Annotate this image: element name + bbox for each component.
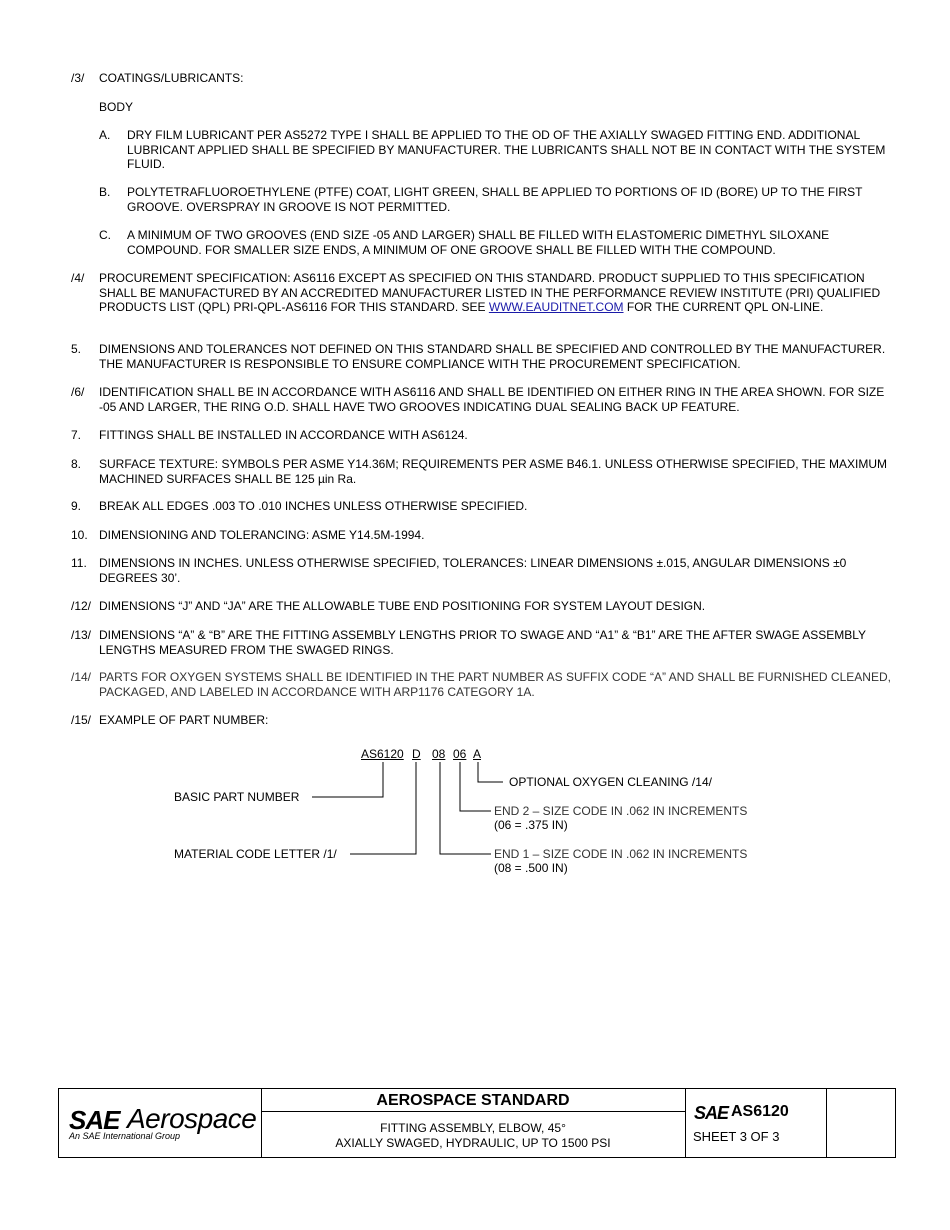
revision-cell — [826, 1089, 895, 1157]
note-number: 9. — [71, 499, 82, 513]
note-number: /12/ — [71, 599, 92, 613]
note-number: 8. — [71, 457, 82, 471]
note-text: EXAMPLE OF PART NUMBER: — [99, 713, 269, 727]
note-number: /6/ — [71, 385, 85, 399]
item-label: C. — [99, 228, 111, 242]
note-number: 10. — [71, 528, 88, 542]
item-label: B. — [99, 185, 111, 199]
logo-tagline: An SAE International Group — [69, 1131, 181, 1141]
note-text: PARTS FOR OXYGEN SYSTEMS SHALL BE IDENTIFIED IN THE PART NUMBER AS SUFFIX CODE “A” AND SHALL BE FURNISHED CLEANED, PACKAGED, AND LABELED IN ACCORDANCE WITH ARP1176 CATEGORY 1A. — [99, 670, 891, 699]
note-text: DIMENSIONS AND TOLERANCES NOT DEFINED ON THIS STANDARD SHALL BE SPECIFIED AND CONTROLLED BY THE MANUFACTURER. THE MANUFACTURER IS RESPONSIBLE TO ENSURE COMPLIANCE WITH THE PROCUREMENT SPECIFICATION. — [99, 342, 886, 371]
material-code-label: MATERIAL CODE LETTER /1/ — [174, 847, 337, 861]
sae-logo: SAE — [69, 1105, 120, 1135]
item-label: A. — [99, 128, 111, 142]
end2-label: END 2 – SIZE CODE IN .062 IN INCREMENTS — [494, 804, 748, 818]
note-text: DIMENSIONS IN INCHES. UNLESS OTHERWISE SPECIFIED, TOLERANCES: LINEAR DIMENSIONS ±.015, ANGULAR DIMENSIONS ±0 DEGREES 30’. — [99, 556, 847, 585]
document-title-line-2: AXIALLY SWAGED, HYDRAULIC, UP TO 1500 PSI — [335, 1136, 611, 1150]
note-text: BREAK ALL EDGES .003 TO .010 INCHES UNLESS OTHERWISE SPECIFIED. — [99, 499, 528, 513]
document-number: AS6120 — [731, 1103, 789, 1120]
note-number: /4/ — [71, 271, 85, 285]
note-number: /14/ — [71, 670, 92, 684]
sae-small-logo: SAE — [694, 1103, 729, 1123]
note-number: /3/ — [71, 71, 85, 85]
item-text: DRY FILM LUBRICANT PER AS5272 TYPE I SHALL BE APPLIED TO THE OD OF THE AXIALLY SWAGED FITTING END. ADDITIONAL LUBRICANT APPLIED SHALL BE SPECIFIED BY MANUFACTURER. THE LUBRICANTS SHALL NOT BE IN CONTACT WITH THE SYSTEM FLUID. — [127, 128, 886, 171]
note-text: DIMENSIONS “A” & “B” ARE THE FITTING ASSEMBLY LENGTHS PRIOR TO SWAGE AND “A1” & “B1” ARE THE AFTER SWAGE ASSEMBLY LENGTHS MEASURED FROM THE SWAGED RINGS. — [99, 628, 866, 657]
note-number: /15/ — [71, 713, 92, 727]
note-text: DIMENSIONING AND TOLERANCING: ASME Y14.5M-1994. — [99, 528, 425, 542]
end1-example: (08 = .500 IN) — [494, 861, 568, 875]
title-block — [58, 1088, 896, 1158]
pn-end1: 08 — [432, 747, 446, 761]
oxygen-cleaning-label: OPTIONAL OXYGEN CLEANING /14/ — [509, 775, 712, 789]
document-title-line-1: FITTING ASSEMBLY, ELBOW, 45° — [380, 1121, 566, 1135]
standard-heading: AEROSPACE STANDARD — [261, 1089, 685, 1112]
sheet-number: SHEET 3 OF 3 — [693, 1129, 780, 1144]
end2-example: (06 = .375 IN) — [494, 818, 568, 832]
note-text: IDENTIFICATION SHALL BE IN ACCORDANCE WITH AS6116 AND SHALL BE IDENTIFIED ON EITHER RING IN THE AREA SHOWN. FOR SIZE -05 AND LARGER, THE RING O.D. SHALL HAVE TWO GROOVES INDICATING DUAL SEALING BACK UP FEATURE. — [99, 385, 885, 414]
note-text: FITTINGS SHALL BE INSTALLED IN ACCORDANCE WITH AS6124. — [99, 428, 468, 442]
eauditnet-link[interactable]: WWW.EAUDITNET.COM — [488, 300, 624, 314]
note-text: DIMENSIONS “J” AND “JA” ARE THE ALLOWABLE TUBE END POSITIONING FOR SYSTEM LAYOUT DESIGN. — [99, 599, 706, 613]
pn-material: D — [412, 747, 421, 761]
note-text-part: PROCUREMENT SPECIFICATION: AS6116 EXCEPT AS SPECIFIED ON THIS STANDARD. PRODUCT SUPPLIED TO THIS SPECIFICATION SHALL BE MANUFACTURED BY AN ACCREDITED MANUFACTURER LISTED IN THE PERFORMANCE REVIEW INSTITUTE (PRI) QUALIFIED PRODUCTS LIST (QPL) PRI-QPL-AS6116 FOR THIS STANDARD. SEE — [99, 271, 881, 314]
note-number: 7. — [71, 428, 82, 442]
doc-number-cell — [685, 1089, 827, 1157]
aerospace-wordmark: Aerospace — [127, 1103, 257, 1134]
note-text: SURFACE TEXTURE: SYMBOLS PER ASME Y14.36M; REQUIREMENTS PER ASME B46.1. UNLESS OTHERWISE SPECIFIED, THE MAXIMUM MACHINED SURFACES SHALL BE 125 µin Ra. — [99, 457, 887, 486]
note-number: 11. — [71, 556, 87, 570]
end1-label: END 1 – SIZE CODE IN .062 IN INCREMENTS — [494, 847, 748, 861]
note-subhead: BODY — [99, 100, 134, 114]
item-text: A MINIMUM OF TWO GROOVES (END SIZE -05 AND LARGER) SHALL BE FILLED WITH ELASTOMERIC DIMETHYL SILOXANE COMPOUND. FOR SMALLER SIZE ENDS, A MINIMUM OF ONE GROOVE SHALL BE FILLED WITH THE COMPOUND. — [127, 228, 830, 257]
title-cell — [261, 1089, 686, 1157]
item-text: POLYTETRAFLUOROETHYLENE (PTFE) COAT, LIGHT GREEN, SHALL BE APPLIED TO PORTIONS OF ID (BORE) UP TO THE FIRST GROOVE. OVERSPRAY IN GROOVE IS NOT PERMITTED. — [127, 185, 863, 214]
pn-end2: 06 — [453, 747, 467, 761]
note-title: COATINGS/LUBRICANTS: — [99, 71, 244, 85]
pn-suffix: A — [473, 747, 482, 761]
note-text-part: FOR THE CURRENT QPL ON-LINE. — [623, 300, 824, 314]
logo-cell — [59, 1089, 262, 1157]
pn-base: AS6120 — [361, 747, 404, 761]
note-number: 5. — [71, 342, 82, 356]
basic-part-number-label: BASIC PART NUMBER — [174, 790, 300, 804]
note-number: /13/ — [71, 628, 92, 642]
